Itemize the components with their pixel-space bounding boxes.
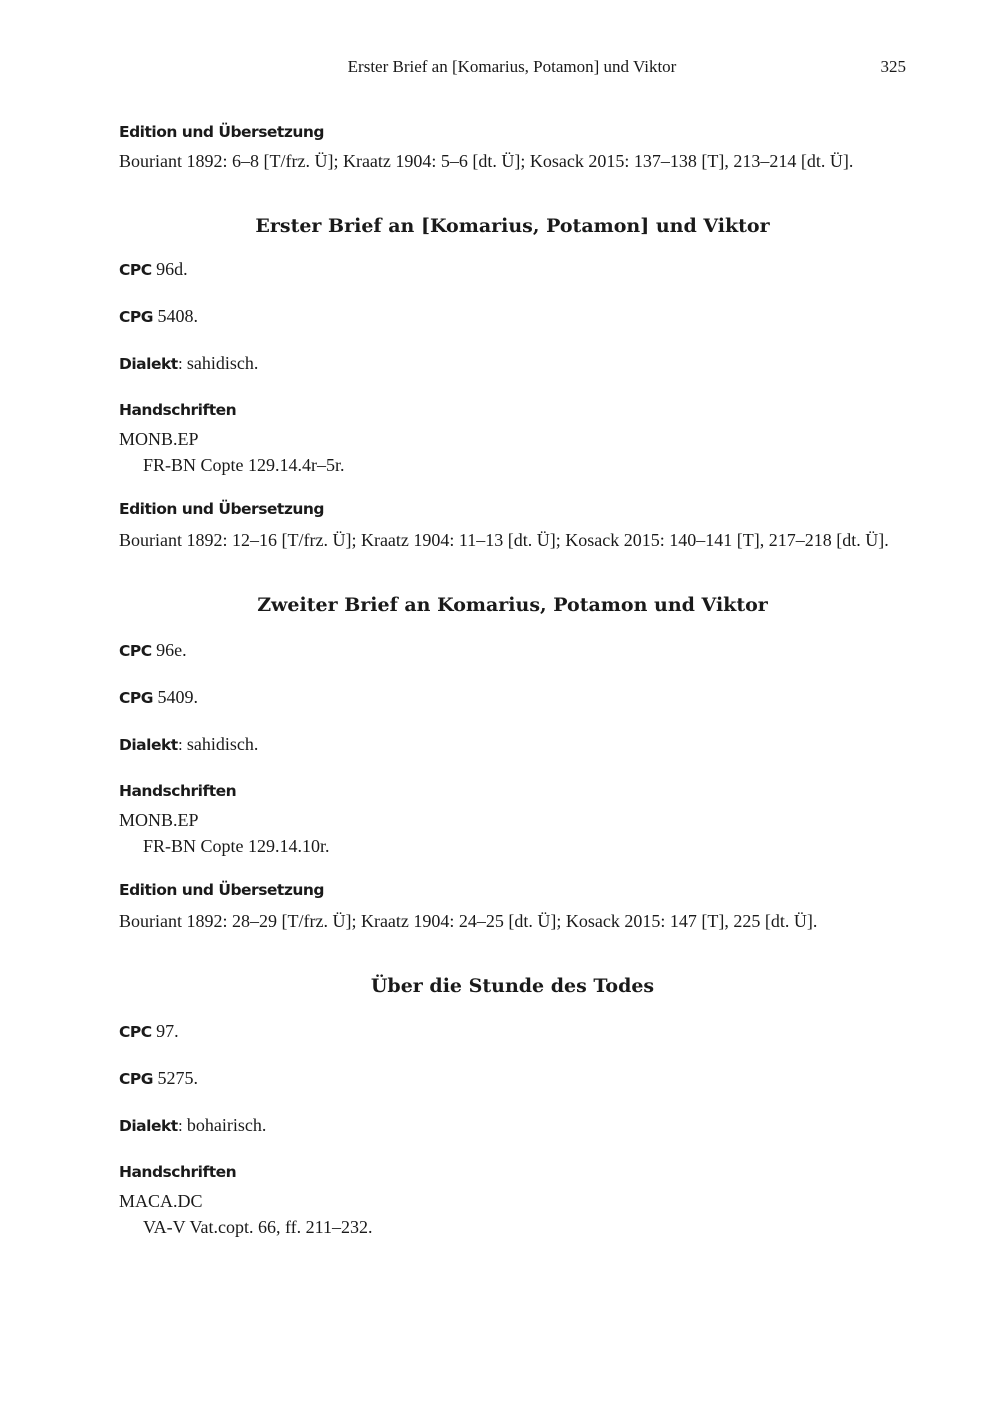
section-title: Zweiter Brief an Komarius, Potamon und Viktor [257,594,768,616]
cpg-line [119,305,919,328]
edition-label: Edition und Übersetzung [119,500,325,518]
cpg-label: CPG [119,1070,153,1088]
dialekt-line: Dialekt: sahidisch. [119,734,259,754]
handschriften-label: Handschriften [119,782,237,800]
cpg-line [119,1067,919,1090]
cpc-line [119,639,919,662]
dialekt-label: Dialekt [119,736,178,754]
edition-text: Bouriant 1892: 6–8 [T/frz. Ü]; Kraatz 1904: 5–6 [dt. Ü]; Kosack 2015: 137–138 [T], 213–214 [dt. Ü]. [119,151,854,171]
handschriften-label: Handschriften [119,401,237,419]
cpc-value: 96d. [156,259,188,279]
manuscript-item: VA-V Vat.copt. 66, ff. 211–232. [143,1217,373,1237]
cpc-value: 96e. [156,640,187,660]
cpc-label: CPC [119,642,152,660]
cpc-value: 97. [156,1021,179,1041]
cpg-label: CPG [119,689,153,707]
manuscript-list [119,807,919,859]
dialekt-label: Dialekt [119,1117,178,1135]
cpc-line [119,1020,919,1043]
manuscript-group: MONB.EP [119,429,199,449]
page-content [119,121,919,1240]
dialekt-value: bohairisch. [186,1115,267,1135]
edition-text: Bouriant 1892: 12–16 [T/frz. Ü]; Kraatz 1904: 11–13 [dt. Ü]; Kosack 2015: 140–141 [T], 217–218 [dt. Ü]. [119,530,889,550]
cpc-label: CPC [119,1023,152,1041]
cpg-value: 5275. [157,1068,198,1088]
edition-text: Bouriant 1892: 28–29 [T/frz. Ü]; Kraatz 1904: 24–25 [dt. Ü]; Kosack 2015: 147 [T], 225 [dt. Ü]. [119,911,818,931]
dialekt-value: sahidisch. [186,734,259,754]
cpg-value: 5408. [157,306,198,326]
section-zweiter-brief [119,593,919,932]
cpg-line [119,686,919,709]
running-title: Erster Brief an [Komarius, Potamon] und Viktor [347,57,677,76]
manuscript-item: FR-BN Copte 129.14.4r–5r. [143,455,345,475]
manuscript-group: MONB.EP [119,810,199,830]
section-title: Erster Brief an [Komarius, Potamon] und Viktor [255,215,770,237]
dialekt-line: Dialekt: sahidisch. [119,353,259,373]
section-title: Über die Stunde des Todes [370,975,655,997]
manuscript-item: FR-BN Copte 129.14.10r. [143,836,330,856]
cpc-label: CPC [119,261,152,279]
running-head [0,56,1000,80]
edition-label: Edition und Übersetzung [119,123,325,141]
manuscript-group: MACA.DC [119,1191,203,1211]
dialekt-value: sahidisch. [186,353,259,373]
cpg-value: 5409. [157,687,198,707]
top-edition-block [119,121,919,172]
cpg-label: CPG [119,308,153,326]
page-number: 325 [880,57,906,76]
manuscript-list [119,426,919,478]
cpc-line [119,258,919,281]
handschriften-label: Handschriften [119,1163,237,1181]
dialekt-line: Dialekt: bohairisch. [119,1115,267,1135]
manuscript-list [119,1188,919,1240]
section-erster-brief [119,214,919,551]
edition-label: Edition und Übersetzung [119,881,325,899]
dialekt-label: Dialekt [119,355,178,373]
section-stunde-des-todes [119,974,919,1240]
